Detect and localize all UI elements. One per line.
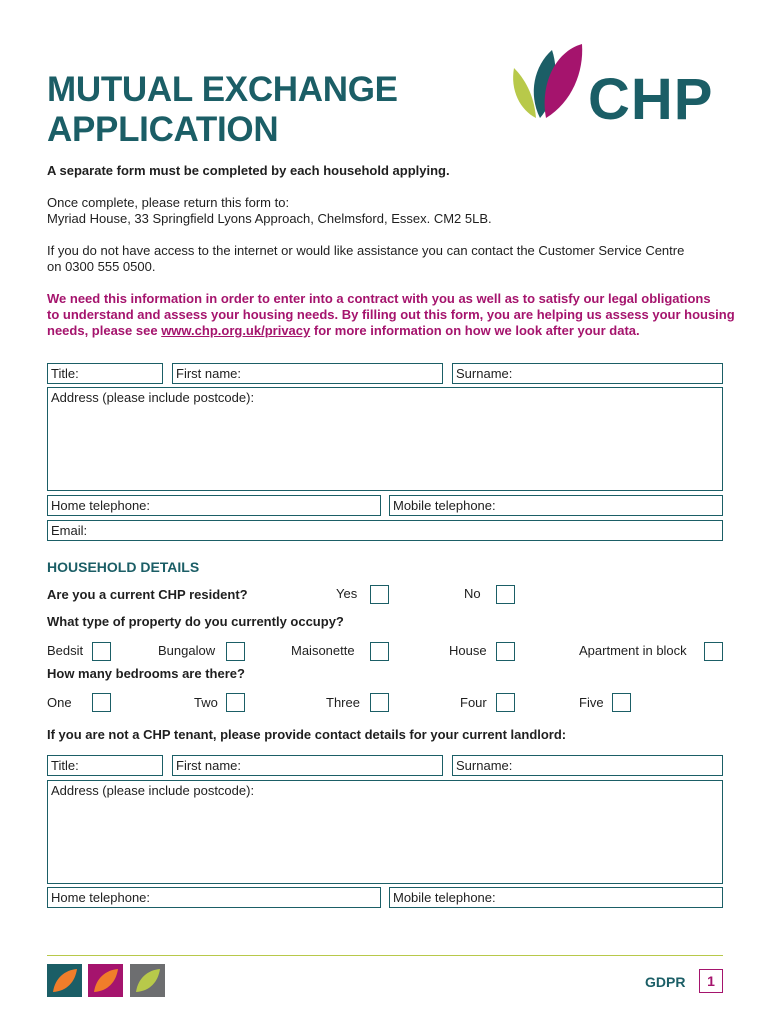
teal-leaf-tile-icon: [47, 964, 82, 997]
landlord-question: If you are not a CHP tenant, please provide contact details for your current landlord:: [47, 727, 567, 742]
applicant-surname-field[interactable]: Surname:: [452, 363, 723, 384]
applicant-home-telephone-field[interactable]: Home telephone:: [47, 495, 381, 516]
bedrooms-five-label: Five: [579, 695, 604, 710]
resident-no-label: No: [464, 586, 481, 601]
gdpr-label: GDPR: [645, 974, 686, 990]
bedrooms-four-checkbox[interactable]: [496, 693, 515, 712]
bedrooms-one-checkbox[interactable]: [92, 693, 111, 712]
magenta-leaf-tile-icon: [88, 964, 123, 997]
property-bungalow-label: Bungalow: [158, 643, 216, 658]
property-house-label: House: [449, 643, 487, 658]
bedrooms-four-label: Four: [460, 695, 487, 710]
applicant-email-field[interactable]: Email:: [47, 520, 723, 541]
property-question: What type of property do you currently occupy?: [47, 614, 344, 629]
applicant-title-field[interactable]: Title:: [47, 363, 163, 384]
privacy-text-post: for more information on how we look after your data.: [310, 323, 640, 338]
resident-question: Are you a current CHP resident?: [47, 587, 248, 602]
privacy-line-2: to understand and assess your housing needs. By filling out this form, you are helping us assess your housing: [47, 307, 735, 322]
page-number: 1: [699, 969, 723, 993]
privacy-line-3: [47, 323, 640, 339]
applicant-address-field[interactable]: Address (please include postcode):: [47, 387, 723, 491]
title-line-2: APPLICATION: [47, 110, 279, 149]
title-line-1: MUTUAL EXCHANGE: [47, 70, 398, 109]
resident-yes-label: Yes: [336, 586, 358, 601]
property-bedsit-checkbox[interactable]: [92, 642, 111, 661]
resident-no-checkbox[interactable]: [496, 585, 515, 604]
property-maisonette-label: Maisonette: [291, 643, 355, 658]
assistance-line-1: If you do not have access to the internet or would like assistance you can contact the Customer Service Centre: [47, 243, 685, 258]
logo-text: CHP: [588, 67, 714, 132]
separate-form-note: A separate form must be completed by each household applying.: [47, 163, 450, 178]
bedrooms-three-label: Three: [326, 695, 360, 710]
applicant-mobile-telephone-field[interactable]: Mobile telephone:: [389, 495, 723, 516]
bedrooms-one-label: One: [47, 695, 72, 710]
privacy-line-1: We need this information in order to enter into a contract with you as well as to satisfy our legal obligations: [47, 291, 711, 306]
property-apartment-checkbox[interactable]: [704, 642, 723, 661]
return-address: Myriad House, 33 Springfield Lyons Approach, Chelmsford, Essex. CM2 5LB.: [47, 211, 492, 226]
resident-yes-checkbox[interactable]: [370, 585, 389, 604]
page-title: [47, 70, 398, 150]
applicant-first-name-field[interactable]: First name:: [172, 363, 443, 384]
landlord-mobile-telephone-field[interactable]: Mobile telephone:: [389, 887, 723, 908]
bedrooms-five-checkbox[interactable]: [612, 693, 631, 712]
chp-leaves-logo-icon: [510, 42, 586, 120]
bedrooms-two-checkbox[interactable]: [226, 693, 245, 712]
bedrooms-two-label: Two: [194, 695, 218, 710]
bedrooms-three-checkbox[interactable]: [370, 693, 389, 712]
footer-divider: [47, 955, 723, 956]
property-house-checkbox[interactable]: [496, 642, 515, 661]
return-instruction: Once complete, please return this form to:: [47, 195, 290, 210]
landlord-surname-field[interactable]: Surname:: [452, 755, 723, 776]
grey-leaf-tile-icon: [130, 964, 165, 997]
landlord-address-field[interactable]: Address (please include postcode):: [47, 780, 723, 884]
landlord-home-telephone-field[interactable]: Home telephone:: [47, 887, 381, 908]
landlord-title-field[interactable]: Title:: [47, 755, 163, 776]
household-details-heading: HOUSEHOLD DETAILS: [47, 559, 200, 575]
property-bedsit-label: Bedsit: [47, 643, 84, 658]
property-apartment-label: Apartment in block: [579, 643, 687, 658]
property-maisonette-checkbox[interactable]: [370, 642, 389, 661]
landlord-first-name-field[interactable]: First name:: [172, 755, 443, 776]
assistance-line-2: on 0300 555 0500.: [47, 259, 156, 274]
privacy-text-pre: needs, please see: [47, 323, 162, 338]
bedrooms-question: How many bedrooms are there?: [47, 666, 245, 681]
privacy-link[interactable]: www.chp.org.uk/privacy: [161, 323, 311, 338]
property-bungalow-checkbox[interactable]: [226, 642, 245, 661]
